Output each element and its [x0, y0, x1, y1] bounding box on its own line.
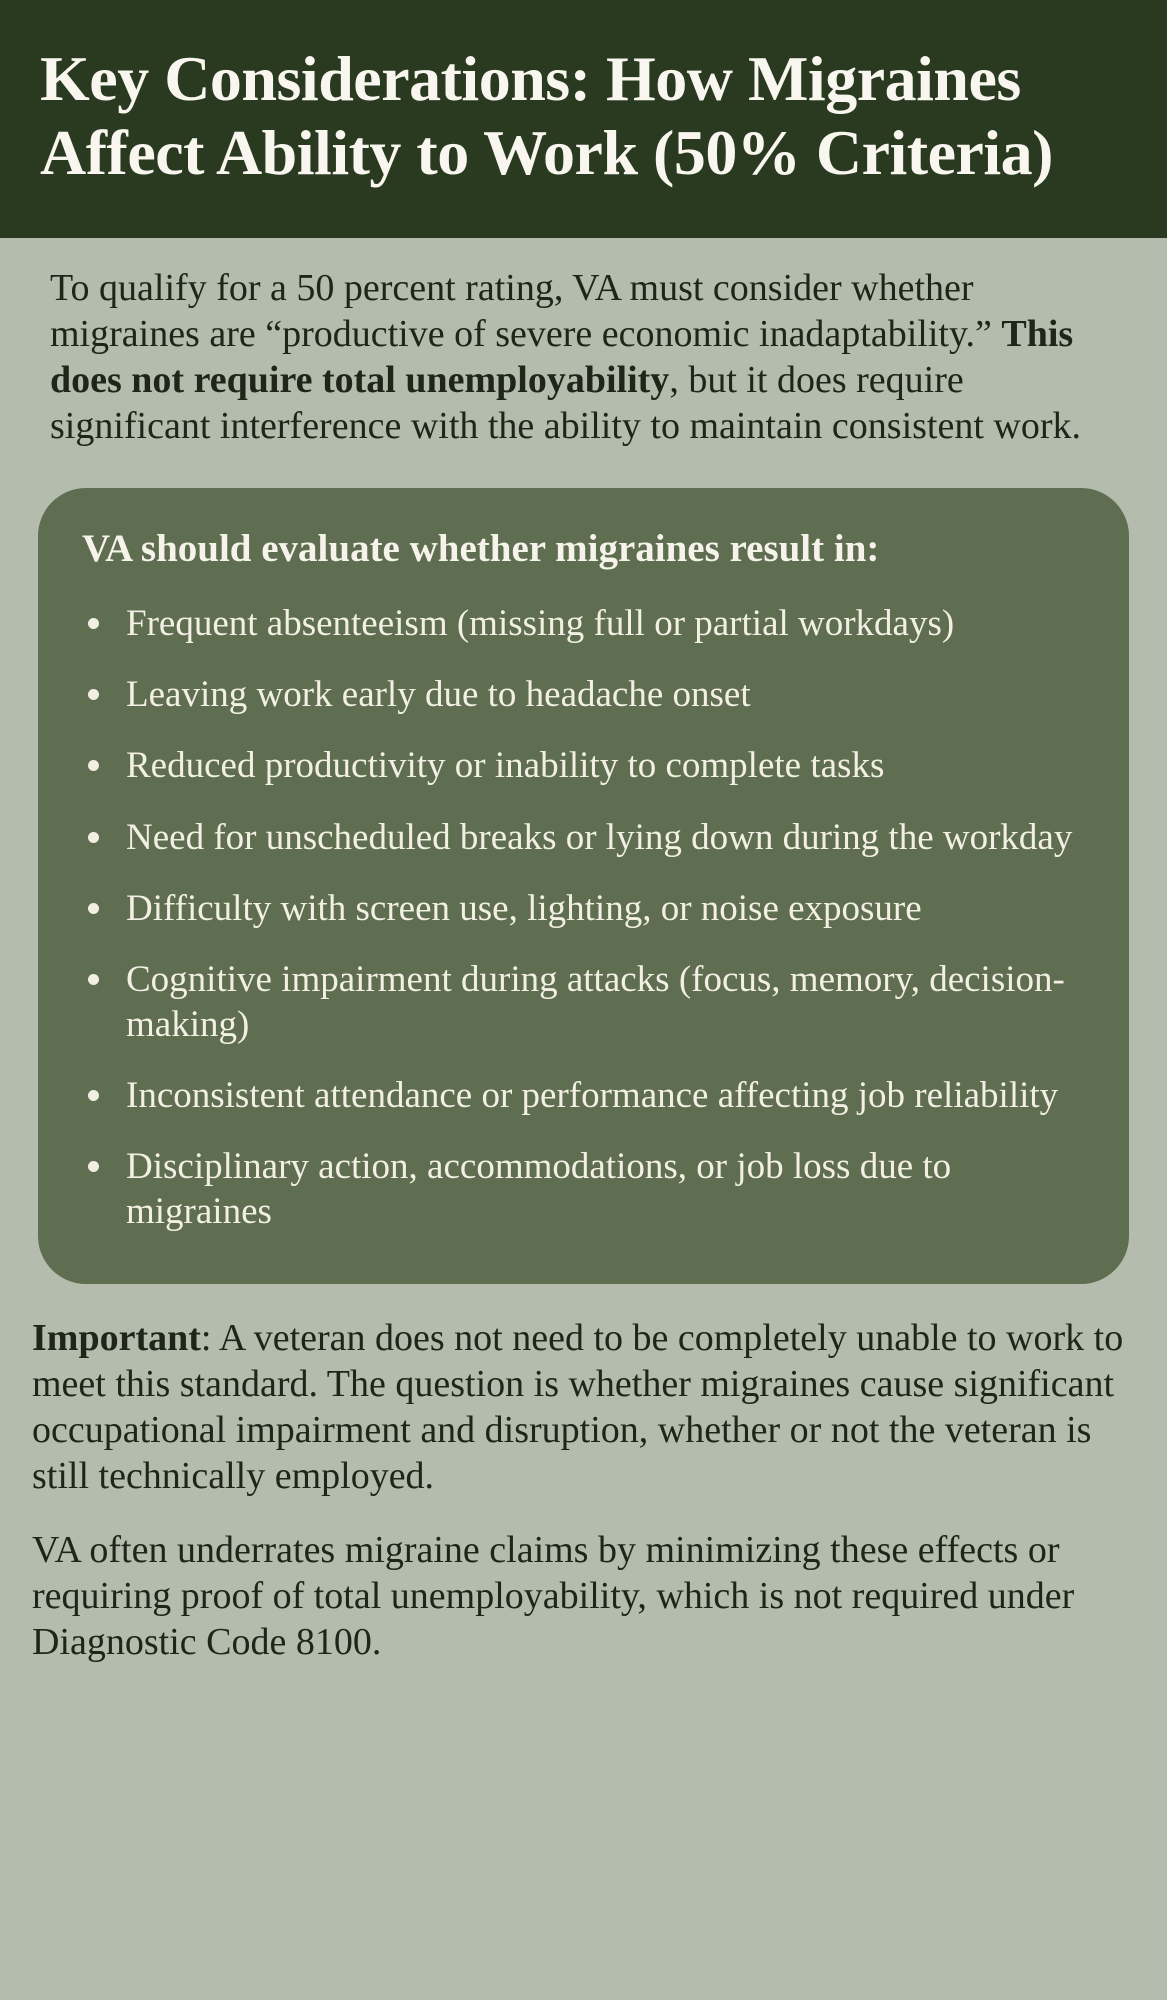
bullet-icon: [88, 1161, 99, 1172]
intro-bold-text: This does not require total unemployability: [50, 313, 1074, 402]
intro-paragraph: [50, 266, 1107, 450]
important-paragraph: [32, 1316, 1139, 1500]
list-item-text: Frequent absenteeism (missing full or partial workdays): [126, 603, 955, 645]
list-item-text: Need for unscheduled breaks or lying down during the workday: [126, 816, 1073, 858]
list-item: [88, 672, 1099, 717]
list-item-text: Cognitive impairment during attacks (focus, memory, decision-making): [126, 958, 1065, 1045]
list-item-text: Leaving work early due to headache onset: [126, 674, 751, 716]
bullet-icon: [88, 760, 99, 771]
bullet-icon: [88, 689, 99, 700]
intro-text-before: To qualify for a 50 percent rating, VA must consider whether migraines are “productive of severe economic inadaptability.”: [50, 267, 1002, 356]
list-item: [88, 1144, 1099, 1234]
list-item: [88, 886, 1099, 931]
bullet-icon: [88, 903, 99, 914]
content: [0, 266, 1167, 1666]
page-title: Key Considerations: How Migraines Affect Ability to Work (50% Criteria): [40, 43, 1053, 189]
list-item-text: Disciplinary action, accommodations, or job loss due to migraines: [126, 1146, 952, 1233]
list-item: [88, 957, 1099, 1047]
list-item: [88, 601, 1099, 646]
bullet-icon: [88, 974, 99, 985]
intro-text-after: , but it does require significant interference with the ability to maintain consistent work.: [50, 359, 1081, 448]
evaluation-list: [76, 601, 1099, 1234]
list-item: [88, 743, 1099, 788]
bullet-icon: [88, 832, 99, 843]
header-banner: [0, 0, 1167, 238]
list-item: [88, 815, 1099, 860]
list-item-text: Reduced productivity or inability to complete tasks: [126, 745, 885, 787]
bullet-icon: [88, 618, 99, 629]
list-item-text: Inconsistent attendance or performance affecting job reliability: [126, 1075, 1059, 1117]
list-item-text: Difficulty with screen use, lighting, or noise exposure: [126, 887, 922, 929]
bullet-icon: [88, 1090, 99, 1101]
important-label: Important: [32, 1317, 201, 1360]
evaluation-card: [38, 488, 1129, 1284]
closing-paragraph: VA often underrates migraine claims by minimizing these effects or requiring proof of total unemployability, which is not required under Diagnostic Code 8100.: [32, 1529, 1075, 1664]
list-item: [88, 1073, 1099, 1118]
card-heading: VA should evaluate whether migraines result in:: [82, 527, 880, 571]
important-text: : A veteran does not need to be completely unable to work to meet this standard. The question is whether migraines cause significant occupational impairment and disruption, whether or not the veteran is still technically employed.: [32, 1317, 1124, 1498]
